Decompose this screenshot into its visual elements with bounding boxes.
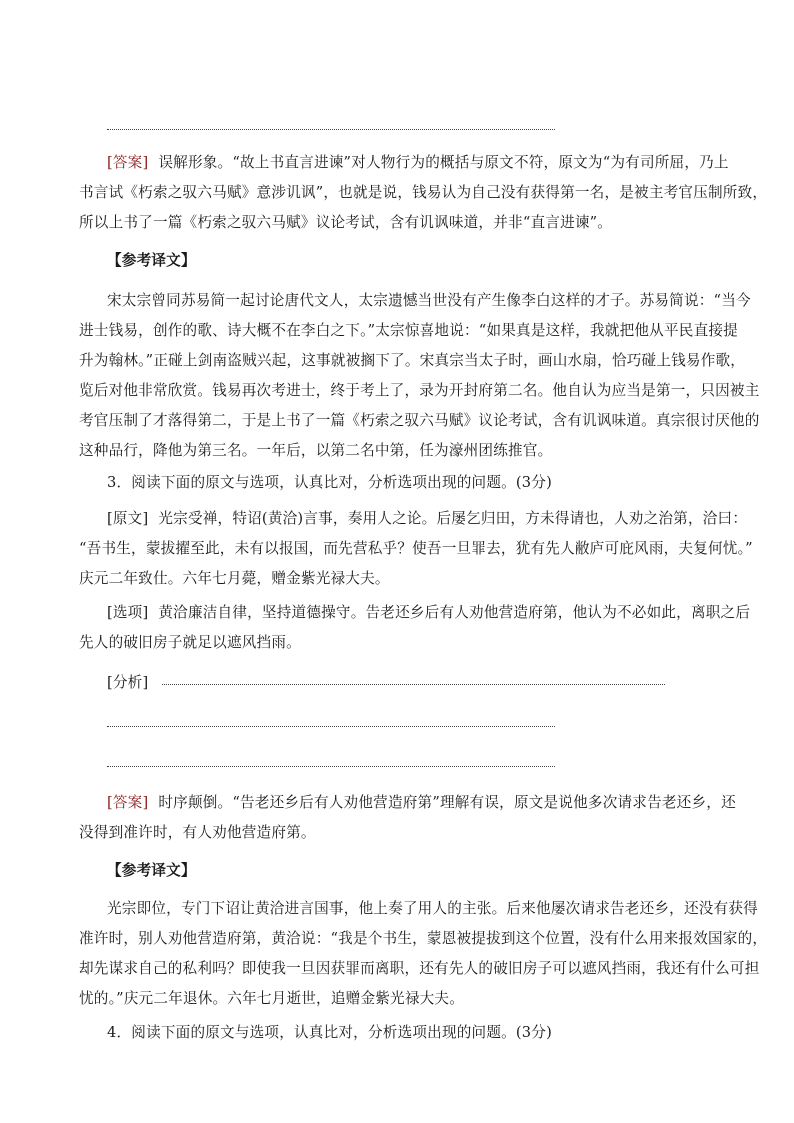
option-text-line: [选项] 黄洽廉洁自律，坚持道德操守。告老还乡后有人劝他营造府第，他认为不必如此，离职之后 [107, 604, 751, 621]
answer-blank-line [107, 129, 555, 130]
answer-line: [答案] 误解形象。“故上书直言进谏”对人物行为的概括与原文不符，原文为“为有司所屈，乃上 [107, 154, 729, 171]
answer-line: 书言试《朽索之驭六马赋》意涉讥讽”，也就是说，钱易认为自己没有获得第一名，是被主考官压制所致， [79, 184, 768, 201]
original-tag: [原文] [107, 510, 149, 527]
translation-line: 这种品行，降他为第三名。一年后，以第二名中第，任为濠州团练推官。 [79, 442, 553, 459]
reference-translation-heading: 【参考译文】 [107, 862, 196, 879]
analysis-label: [分析] [107, 674, 149, 691]
translation-line: 宋太宗曾同苏易简一起讨论唐代文人，太宗遗憾当世没有产生像李白这样的才子。苏易简说：“当今 [107, 292, 751, 309]
answer-line: 没得到准许时，有人劝他营造府第。 [79, 824, 316, 841]
translation-line: 考官压制了才落得第二，于是上书了一篇《朽索之驭六马赋》议论考试，含有讥讽味道。真宗很讨厌他的 [79, 412, 760, 429]
original-text-line: [原文] 光宗受禅，特诏(黄洽)言事，奏用人之论。后屡乞归田，方未得请也，人劝之治第，洽曰： [107, 510, 748, 527]
translation-line: 光宗即位，专门下诏让黄洽进言国事，他上奏了用人的主张。后来他屡次请求告老还乡，还没有获得 [107, 900, 758, 917]
original-text-line: “吾书生，蒙拔擢至此，未有以报国，而先营私乎？使吾一旦罪去，犹有先人敝庐可庇风雨，夫复何忧。” [79, 540, 753, 557]
question-3: 3．阅读下面的原文与选项，认真比对，分析选项出现的问题。(3分) [107, 474, 552, 491]
question-4: 4．阅读下面的原文与选项，认真比对，分析选项出现的问题。(3分) [107, 1024, 552, 1041]
analysis-blank-line[interactable] [107, 766, 555, 767]
translation-line: 进士钱易，创作的歌、诗大概不在李白之下。”太宗惊喜地说：“如果真是这样，我就把他从平民直接提 [79, 322, 738, 339]
reference-translation-heading: 【参考译文】 [107, 252, 196, 269]
answer-line: 所以上书了一篇《朽索之驭六马赋》议论考试，含有讥讽味道，并非“直言进谏”。 [79, 214, 613, 231]
translation-line: 却先谋求自己的私利吗？即使我一旦因获罪而离职，还有先人的破旧房子可以遮风挡雨，我还有什么可担 [79, 960, 760, 977]
option-tag: [选项] [107, 604, 149, 621]
translation-line: 忧的。”庆元二年退休。六年七月逝世，追赠金紫光禄大夫。 [79, 990, 465, 1007]
translation-line: 览后对他非常欣赏。钱易再次考进士，终于考上了，录为开封府第二名。他自认为应当是第一，只因被主 [79, 382, 760, 399]
analysis-blank-line[interactable] [162, 684, 665, 685]
option-text-line: 先人的破旧房子就足以遮风挡雨。 [79, 634, 301, 651]
translation-line: 准许时，别人劝他营造府第，黄洽说：“我是个书生，蒙恩被提拔到这个位置，没有什么用来报效国家的， [79, 930, 768, 947]
original-text-line: 庆元二年致仕。六年七月薨，赠金紫光禄大夫。 [79, 570, 390, 587]
analysis-blank-line[interactable] [107, 726, 555, 727]
answer-line: [答案] 时序颠倒。“告老还乡后有人劝他营造府第”理解有误，原文是说他多次请求告老还乡，还 [107, 794, 736, 811]
answer-tag: [答案] [107, 154, 149, 171]
translation-line: 升为翰林。”正碰上剑南盗贼兴起，这事就被搁下了。宋真宗当太子时，画山水扇，恰巧碰上钱易作歌， [79, 352, 746, 369]
answer-tag: [答案] [107, 794, 149, 811]
